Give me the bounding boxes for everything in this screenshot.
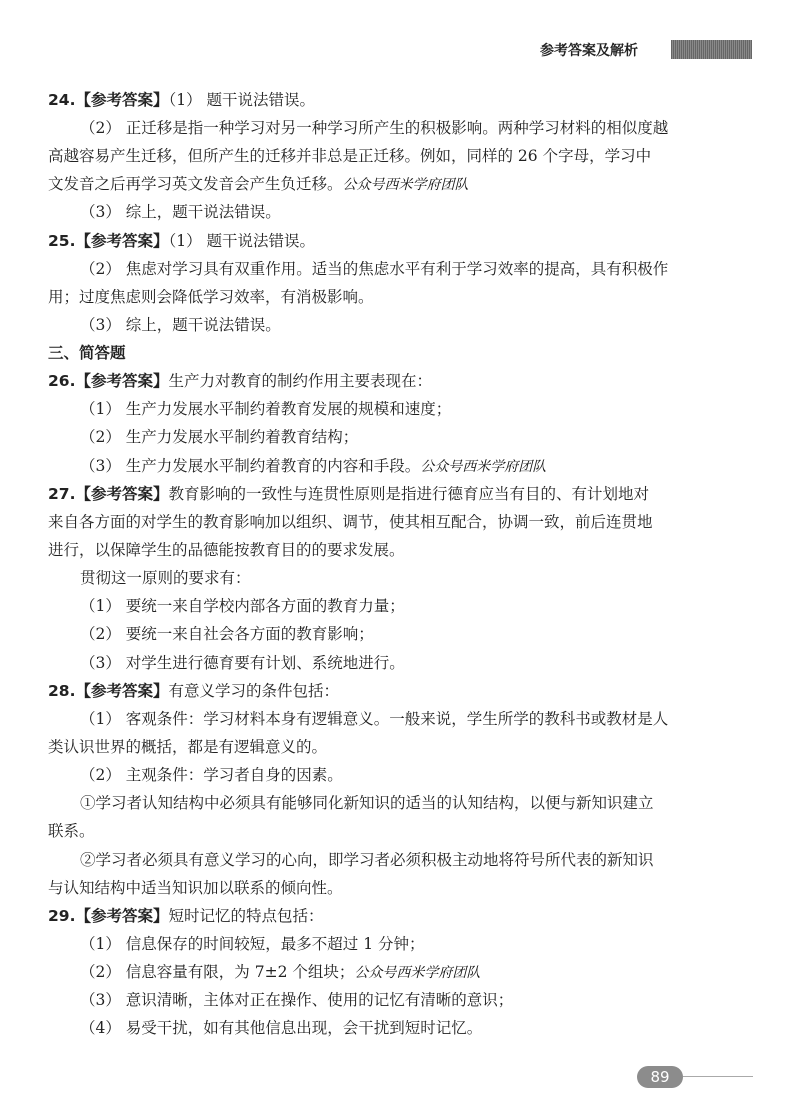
- text-line: [80, 568, 251, 588]
- text-line: [80, 653, 405, 673]
- line-text: （4） 易受干扰，如有其他信息出现，会干扰到短时记忆。: [80, 1019, 483, 1037]
- text-line: [80, 850, 654, 870]
- text-line: [48, 231, 315, 251]
- footer-rule: [683, 1076, 753, 1077]
- line-text: 来自各方面的对学生的教育影响加以组织、调节，使其相互配合，协调一致，前后连贯地: [48, 513, 653, 531]
- text-line: [48, 174, 469, 195]
- line-text: 生产力对教育的制约作用主要表现在：: [168, 372, 432, 390]
- line-text: 文发音之后再学习英文发音会产生负迁移。: [48, 175, 343, 193]
- text-line: [80, 709, 668, 729]
- page-number: 89: [637, 1066, 683, 1088]
- line-text: （2） 生产力发展水平制约着教育结构；: [80, 428, 359, 446]
- line-text: 与认知结构中适当知识加以联系的倾向性。: [48, 879, 343, 897]
- line-text: 教育影响的一致性与连贯性原则是指进行德育应当有目的、有计划地对: [168, 485, 649, 503]
- line-text: 高越容易产生迁移，但所产生的迁移并非总是正迁移。例如，同样的 26 个字母，学习中: [48, 147, 652, 165]
- text-line: [48, 484, 649, 504]
- text-line: [80, 990, 513, 1010]
- line-text: 有意义学习的条件包括：: [168, 682, 339, 700]
- line-text: （1） 要统一来自学校内部各方面的教育力量；: [80, 597, 405, 615]
- line-text: 联系。: [48, 822, 95, 840]
- text-line: [48, 146, 651, 166]
- section-heading: [48, 343, 126, 363]
- text-line: [80, 202, 281, 222]
- text-line: [80, 315, 281, 335]
- watermark-text: 公众号西米学府团队: [354, 965, 481, 981]
- line-text: （1） 题干说法错误。: [168, 232, 316, 250]
- line-text: （1） 题干说法错误。: [168, 91, 316, 109]
- text-line: [80, 259, 668, 279]
- line-text: 类认识世界的概括，都是有逻辑意义的。: [48, 738, 328, 756]
- answer-label: 26.【参考答案】: [48, 372, 169, 390]
- text-line: [80, 765, 343, 785]
- line-text: （2） 信息容量有限，为 7±2 个组块；: [80, 963, 355, 981]
- line-text: （3） 生产力发展水平制约着教育的内容和手段。: [80, 457, 421, 475]
- answer-label: 25.【参考答案】: [48, 232, 169, 250]
- text-line: [80, 596, 405, 616]
- line-text: （3） 综上，题干说法错误。: [80, 203, 281, 221]
- line-text: （1） 生产力发展水平制约着教育发展的规模和速度；: [80, 400, 452, 418]
- text-line: [48, 681, 339, 701]
- text-line: [48, 287, 374, 307]
- line-text: 短时记忆的特点包括：: [168, 907, 324, 925]
- line-text: （1） 信息保存的时间较短，最多不超过 1 分钟；: [80, 935, 425, 953]
- answer-label: 27.【参考答案】: [48, 485, 169, 503]
- text-line: [48, 371, 432, 391]
- text-line: [80, 1018, 482, 1038]
- line-text: （2） 焦虑对学习具有双重作用。适当的焦虑水平有利于学习效率的提高，具有积极作: [80, 260, 669, 278]
- text-line: [80, 427, 358, 447]
- answer-label: 三、简答题: [48, 344, 126, 362]
- header-decorative-bar: [671, 40, 752, 59]
- text-line: [80, 456, 546, 477]
- line-text: （3） 意识清晰，主体对正在操作、使用的记忆有清晰的意识；: [80, 991, 514, 1009]
- text-line: [48, 878, 343, 898]
- answer-label: 24.【参考答案】: [48, 91, 169, 109]
- answer-label: 28.【参考答案】: [48, 682, 169, 700]
- text-line: [80, 934, 425, 954]
- line-text: （2） 正迁移是指一种学习对另一种学习所产生的积极影响。两种学习材料的相似度越: [80, 119, 669, 137]
- line-text: 用；过度焦虑则会降低学习效率，有消极影响。: [48, 288, 374, 306]
- text-line: [80, 118, 668, 138]
- text-line: [48, 512, 653, 532]
- line-text: （2） 主观条件：学习者自身的因素。: [80, 766, 343, 784]
- text-line: [80, 624, 374, 644]
- text-line: [80, 399, 451, 419]
- line-text: 进行，以保障学生的品德能按教育目的的要求发展。: [48, 541, 405, 559]
- text-line: [48, 90, 315, 110]
- line-text: （2） 要统一来自社会各方面的教育影响；: [80, 625, 374, 643]
- answer-label: 29.【参考答案】: [48, 907, 169, 925]
- line-text: ①学习者认知结构中必须具有能够同化新知识的适当的认知结构，以便与新知识建立: [80, 794, 654, 812]
- text-line: [48, 737, 327, 757]
- text-line: [80, 962, 480, 983]
- text-line: [48, 906, 323, 926]
- watermark-text: 公众号西米学府团队: [420, 459, 547, 475]
- line-text: （3） 对学生进行德育要有计划、系统地进行。: [80, 654, 405, 672]
- text-line: [48, 821, 95, 841]
- text-line: [48, 540, 405, 560]
- running-header-title: 参考答案及解析: [540, 43, 638, 59]
- line-text: ②学习者必须具有意义学习的心向，即学习者必须积极主动地将符号所代表的新知识: [80, 851, 654, 869]
- line-text: （1） 客观条件：学习材料本身有逻辑意义。一般来说，学生所学的教科书或教材是人: [80, 710, 669, 728]
- text-line: [80, 793, 654, 813]
- watermark-text: 公众号西米学府团队: [342, 177, 469, 193]
- line-text: 贯彻这一原则的要求有：: [80, 569, 251, 587]
- line-text: （3） 综上，题干说法错误。: [80, 316, 281, 334]
